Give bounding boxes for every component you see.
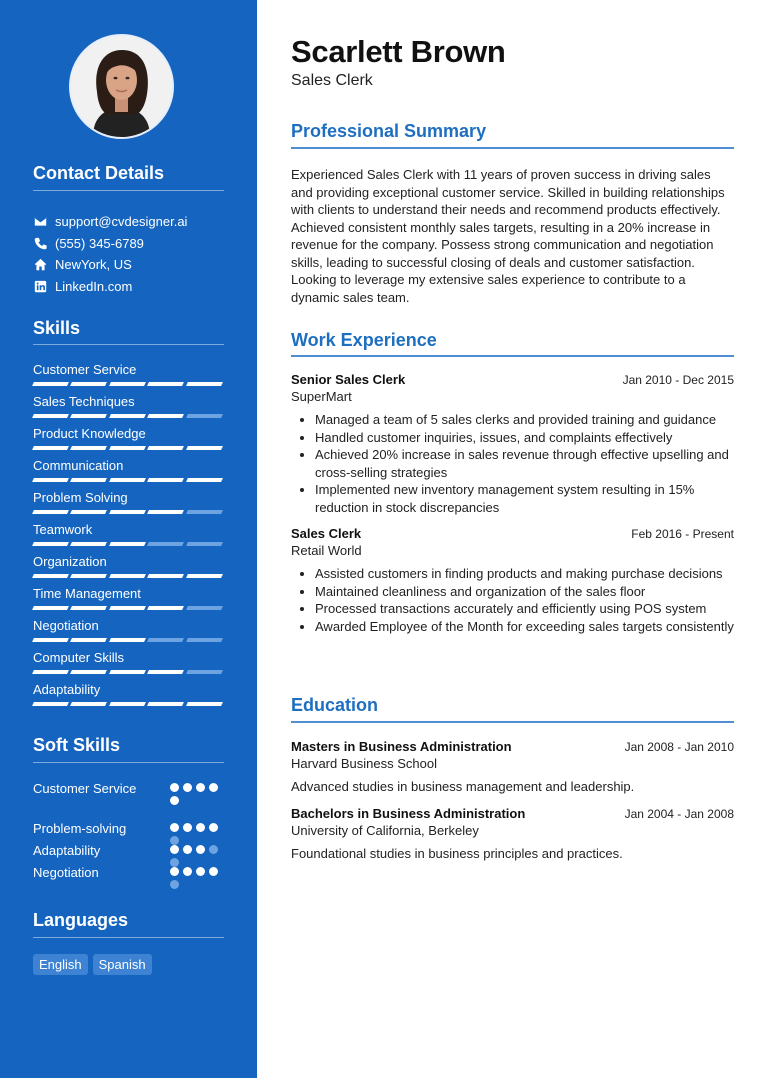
skill-level-segment	[109, 670, 146, 674]
skill-level-segment	[70, 606, 107, 610]
skill-level-segment	[70, 670, 107, 674]
skill-name: Organization	[33, 554, 107, 569]
rating-dot	[196, 845, 205, 854]
job-title: Sales Clerk	[291, 526, 362, 541]
skill-level-segment	[32, 670, 69, 674]
skill-level-segment	[147, 510, 184, 514]
rating-dot	[183, 867, 192, 876]
skill-level-segment	[147, 606, 184, 610]
skill-level-segment	[32, 510, 69, 514]
skill-level-segment	[186, 382, 223, 386]
soft-skill-name: Customer Service	[33, 781, 137, 796]
experience-divider	[291, 355, 734, 357]
skill-level-segment	[32, 478, 69, 482]
skill-level-segment	[32, 446, 69, 450]
rating-dot	[170, 796, 179, 805]
education-date: Jan 2008 - Jan 2010	[624, 740, 734, 754]
skill-level-segment	[147, 638, 184, 642]
skill-level-segment	[147, 382, 184, 386]
skill-level-segment	[70, 414, 107, 418]
skill-level-bar	[33, 638, 224, 642]
skill-item	[33, 489, 224, 521]
education-school: Harvard Business School	[291, 756, 437, 771]
languages-divider	[33, 937, 224, 938]
skill-level-bar	[33, 702, 224, 706]
contact-divider	[33, 190, 224, 191]
skill-level-bar	[33, 670, 224, 674]
soft-skill-rating	[170, 867, 224, 886]
skill-level-segment	[186, 670, 223, 674]
skill-level-segment	[70, 478, 107, 482]
job-bullets	[291, 565, 734, 635]
soft-skill-item	[33, 780, 224, 820]
skill-level-segment	[109, 510, 146, 514]
rating-dot	[170, 858, 179, 867]
person-name: Scarlett Brown	[291, 34, 506, 69]
experience-heading: Work Experience	[291, 330, 437, 350]
soft-skills-divider	[33, 762, 224, 763]
rating-dot	[209, 867, 218, 876]
skill-level-bar	[33, 574, 224, 578]
rating-dot	[183, 845, 192, 854]
language-badge: Spanish	[93, 954, 152, 975]
job-bullets	[291, 411, 734, 516]
skill-name: Computer Skills	[33, 650, 125, 665]
skill-level-segment	[147, 702, 184, 706]
soft-skill-rating	[170, 845, 224, 864]
skill-name: Teamwork	[33, 522, 93, 537]
home-icon	[33, 258, 47, 272]
rating-dot	[170, 880, 179, 889]
job-bullet: • Managed a team of 5 sales clerks and provided training and guidance	[315, 411, 734, 429]
skill-name: Communication	[33, 458, 124, 473]
contact-linkedin[interactable]	[33, 276, 233, 298]
soft-skill-item	[33, 864, 224, 886]
contact-heading: Contact Details	[33, 163, 165, 183]
education-school: University of California, Berkeley	[291, 823, 479, 838]
contact-linkedin-text: LinkedIn.com	[55, 278, 133, 294]
languages-heading: Languages	[33, 910, 129, 930]
job-entry	[291, 526, 734, 635]
job-bullet: • Maintained cleanliness and organization of the sales floor	[315, 583, 734, 601]
skill-level-bar	[33, 542, 224, 546]
soft-skill-name: Adaptability	[33, 843, 101, 858]
skill-level-segment	[109, 414, 146, 418]
sidebar	[0, 0, 257, 1078]
skill-item	[33, 617, 224, 649]
education-heading: Education	[291, 695, 379, 715]
skill-name: Negotiation	[33, 618, 99, 633]
skill-level-segment	[32, 382, 69, 386]
skill-level-segment	[32, 414, 69, 418]
contact-phone[interactable]	[33, 233, 233, 255]
rating-dot	[183, 823, 192, 832]
skill-level-segment	[70, 446, 107, 450]
skill-level-segment	[70, 638, 107, 642]
job-date: Jan 2010 - Dec 2015	[622, 373, 734, 387]
phone-icon	[33, 236, 47, 250]
soft-skills-heading: Soft Skills	[33, 735, 121, 755]
skill-level-segment	[186, 638, 223, 642]
skill-level-segment	[32, 574, 69, 578]
skill-level-bar	[33, 446, 224, 450]
contact-email[interactable]	[33, 211, 233, 233]
contact-list	[33, 211, 233, 297]
summary-text: Experienced Sales Clerk with 11 years of proven success in driving sales and providing exceptional customer service. Skilled in building relationships with clients to understand their needs and recommend products effectively. Achieved consistent monthly sales targets, resulting in a 20% increase in revenue for the company. Possess strong communication and negotiation skills, leading to successful closing of deals and customer satisfaction. Looking to leverage my extensive sales experience to contribute to a dynamic sales team.	[291, 167, 725, 305]
skill-item	[33, 361, 224, 393]
skill-level-segment	[186, 606, 223, 610]
skill-level-segment	[186, 446, 223, 450]
education-description: Advanced studies in business management and leadership.	[291, 779, 635, 794]
skill-level-segment	[70, 382, 107, 386]
skills-list	[33, 361, 224, 713]
skill-level-segment	[32, 702, 69, 706]
rating-dot	[196, 783, 205, 792]
soft-skill-name: Problem-solving	[33, 821, 127, 836]
skill-level-segment	[186, 414, 223, 418]
skill-level-segment	[186, 574, 223, 578]
education-description: Foundational studies in business principles and practices.	[291, 846, 623, 861]
rating-dot	[170, 783, 179, 792]
skill-item	[33, 457, 224, 489]
job-bullet: • Processed transactions accurately and efficiently using POS system	[315, 600, 734, 618]
rating-dot	[183, 783, 192, 792]
skill-level-segment	[147, 574, 184, 578]
job-bullet: • Handled customer inquiries, issues, and complaints effectively	[315, 429, 734, 447]
contact-location-text: NewYork, US	[55, 257, 132, 273]
skill-name: Customer Service	[33, 362, 137, 377]
skill-level-segment	[70, 702, 107, 706]
summary-divider	[291, 147, 734, 149]
skill-level-segment	[32, 606, 69, 610]
contact-phone-text: (555) 345-6789	[55, 235, 144, 251]
languages-list	[33, 954, 152, 975]
education-divider	[291, 721, 734, 723]
job-company: SuperMart	[291, 389, 352, 404]
skill-level-segment	[109, 446, 146, 450]
job-bullet: • Implemented new inventory management system resulting in 15% reduction in stock discrepancies	[315, 481, 734, 516]
person-title: Sales Clerk	[291, 72, 373, 89]
rating-dot	[209, 783, 218, 792]
skill-name: Product Knowledge	[33, 426, 146, 441]
education-entry	[291, 806, 734, 862]
rating-dot	[170, 845, 179, 854]
soft-skill-item	[33, 820, 224, 842]
skill-level-segment	[109, 702, 146, 706]
skill-item	[33, 521, 224, 553]
skill-name: Problem Solving	[33, 490, 128, 505]
skill-item	[33, 393, 224, 425]
rating-dot	[170, 836, 179, 845]
skill-name: Time Management	[33, 586, 141, 601]
summary-heading: Professional Summary	[291, 121, 487, 141]
skill-level-segment	[109, 574, 146, 578]
education-degree: Masters in Business Administration	[291, 739, 512, 754]
education-degree: Bachelors in Business Administration	[291, 806, 526, 821]
contact-email-text: support@cvdesigner.ai	[55, 214, 188, 230]
skill-item	[33, 553, 224, 585]
skill-level-segment	[109, 478, 146, 482]
linkedin-icon	[33, 279, 47, 293]
soft-skill-rating	[170, 783, 224, 820]
skill-level-segment	[186, 478, 223, 482]
skill-name: Adaptability	[33, 682, 101, 697]
skill-level-segment	[70, 510, 107, 514]
profile-photo-illustration	[71, 36, 172, 137]
soft-skill-rating	[170, 823, 224, 842]
rating-dot	[196, 867, 205, 876]
skill-level-segment	[147, 446, 184, 450]
education-date: Jan 2004 - Jan 2008	[624, 807, 734, 821]
skill-level-bar	[33, 606, 224, 610]
skills-divider	[33, 344, 224, 345]
rating-dot	[209, 823, 218, 832]
skill-level-segment	[147, 542, 184, 546]
skills-heading: Skills	[33, 318, 81, 338]
skill-level-segment	[147, 478, 184, 482]
skill-level-segment	[109, 606, 146, 610]
skill-level-segment	[147, 670, 184, 674]
skill-level-segment	[186, 702, 223, 706]
skill-level-segment	[147, 414, 184, 418]
skill-level-segment	[70, 542, 107, 546]
skill-level-bar	[33, 382, 224, 386]
profile-photo	[69, 34, 174, 139]
job-company: Retail World	[291, 543, 362, 558]
skill-item	[33, 681, 224, 713]
job-title: Senior Sales Clerk	[291, 372, 406, 387]
skill-level-segment	[109, 542, 146, 546]
contact-location	[33, 254, 233, 276]
envelope-icon	[33, 215, 47, 229]
skill-level-segment	[32, 638, 69, 642]
skill-level-segment	[109, 638, 146, 642]
rating-dot	[170, 823, 179, 832]
education-entry	[291, 739, 734, 795]
soft-skill-name: Negotiation	[33, 865, 99, 880]
rating-dot	[196, 823, 205, 832]
soft-skills-list	[33, 780, 224, 886]
rating-dot	[209, 845, 218, 854]
language-badge: English	[33, 954, 88, 975]
skill-item	[33, 649, 224, 681]
job-bullet: • Awarded Employee of the Month for exceeding sales targets consistently	[315, 618, 734, 636]
skill-name: Sales Techniques	[33, 394, 135, 409]
job-bullet: • Achieved 20% increase in sales revenue through effective upselling and cross-selling strategies	[315, 446, 734, 481]
skill-level-segment	[186, 542, 223, 546]
job-entry	[291, 372, 734, 516]
skill-level-segment	[32, 542, 69, 546]
skill-level-segment	[186, 510, 223, 514]
skill-level-bar	[33, 414, 224, 418]
job-bullet: • Assisted customers in finding products and making purchase decisions	[315, 565, 734, 583]
skill-level-bar	[33, 510, 224, 514]
soft-skill-item	[33, 842, 224, 864]
skill-level-segment	[109, 382, 146, 386]
skill-level-segment	[70, 574, 107, 578]
skill-item	[33, 585, 224, 617]
skill-item	[33, 425, 224, 457]
rating-dot	[170, 867, 179, 876]
job-date: Feb 2016 - Present	[631, 527, 734, 541]
skill-level-bar	[33, 478, 224, 482]
